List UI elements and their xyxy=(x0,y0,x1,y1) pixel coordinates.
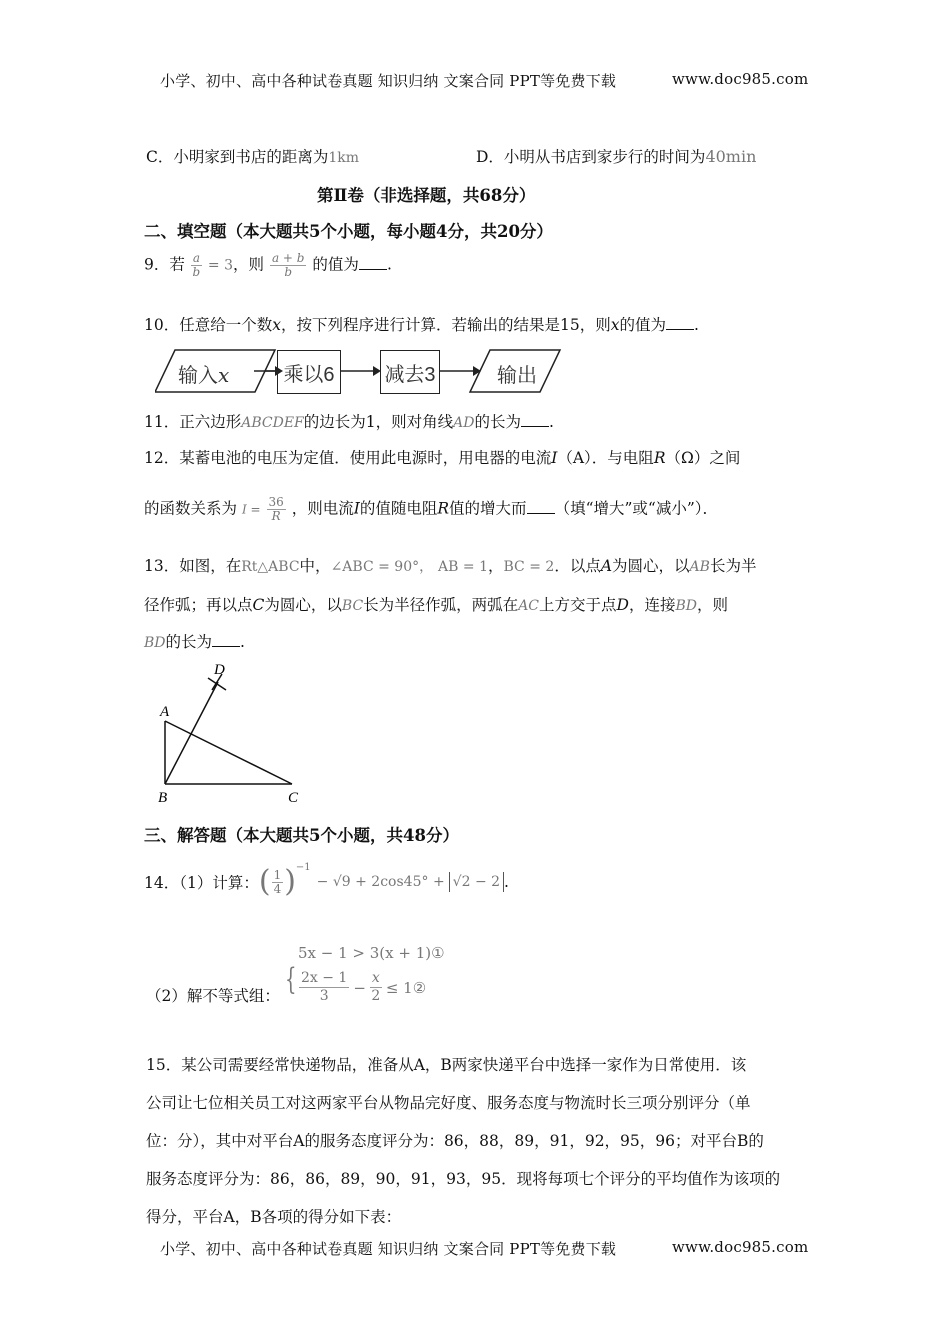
flow-input-label: 输入x xyxy=(178,363,230,387)
flow-multiply-box: 乘以6 xyxy=(277,350,341,394)
answer-blank xyxy=(359,255,387,270)
answer-blank xyxy=(666,315,694,330)
inequality-1: 5x − 1 > 3(x + 1)① xyxy=(298,944,445,962)
question-15-line4: 服务态度评分为：86，86，89，90，91，93，95．现将每项七个评分的平均值作为该项的 xyxy=(146,1170,781,1188)
question-13-line3: BD的长为 . xyxy=(144,633,245,651)
segment-ac xyxy=(165,721,292,784)
label-d: D xyxy=(214,662,225,678)
question-15-line5: 得分，平台A，B各项的得分如下表： xyxy=(146,1208,402,1226)
question-13-line2: 径作弧；再以点C为圆心，以BC长为半径作弧，两弧在AC上方交于点D，连接BD，则 xyxy=(144,596,729,614)
segment-bd xyxy=(165,682,218,784)
part2-title: 第Ⅱ卷（非选择题，共68分） xyxy=(317,186,536,205)
question-15-line1: 15．某公司需要经常快递物品，准备从A，B两家快递平台中选择一家作为日常使用．该 xyxy=(146,1056,747,1074)
geometry-figure xyxy=(150,658,320,808)
answer-blank xyxy=(521,412,549,427)
label-c: C xyxy=(288,790,299,806)
question-15-line3: 位：分），其中对平台A的服务态度评分为：86，88，89，91，92，95，96；对平台B的 xyxy=(146,1132,764,1150)
question-9: 9．若 $\frac{a}{b}$ = 3，则 $\frac{a + b}{b}$ 的值为 . xyxy=(144,251,392,279)
fraction-aplusb-over-b: $\frac{a + b}{b}$ xyxy=(271,251,305,279)
fraction-36-over-r: $\frac{36}{R}$ xyxy=(268,495,284,523)
footer-url[interactable]: www.doc985.com xyxy=(672,1238,809,1256)
fraction-a-over-b: $\frac{a}{b}$ xyxy=(192,251,201,279)
question-14-part1: 14．（1）计算： ( $\frac{1}{4}$ ) −1 − √9 + 2cos45° + √2 − 2 . xyxy=(144,862,509,899)
option-d: D．小明从书店到家步行的时间为40min xyxy=(476,147,757,166)
question-10: 10．任意给一个数x，按下列程序进行计算．若输出的结果是15，则x的值为 . xyxy=(144,316,699,334)
flow-subtract-box: 减去3 xyxy=(380,350,440,394)
header-url[interactable]: www.doc985.com xyxy=(672,70,809,88)
flow-output-label: 输出 xyxy=(497,363,537,387)
answer-blank xyxy=(527,499,555,514)
brace: { xyxy=(285,962,297,997)
inequality-2: $\frac{2x - 1}{3}$ − $\frac{x}{2}$ ≤ 1② xyxy=(301,970,427,1004)
option-c: C．小明家到书店的距离为1km xyxy=(146,148,360,166)
question-14-part2: （2）解不等式组： xyxy=(146,987,280,1005)
fraction-1-over-4: $\frac{1}{4}$ xyxy=(273,867,282,896)
arc-mark-1 xyxy=(208,678,226,690)
header-text: 小学、初中、高中各种试卷真题 知识归纳 文案合同 PPT等免费下载 xyxy=(160,72,617,90)
answer-blank xyxy=(212,632,240,647)
section3-title: 三、解答题（本大题共5个小题，共48分） xyxy=(144,826,459,845)
question-13-line1: 13．如图，在Rt△ABC中，∠ABC = 90°， AB = 1，BC = 2．以点A为圆心，以AB长为半 xyxy=(144,557,757,575)
footer-text: 小学、初中、高中各种试卷真题 知识归纳 文案合同 PPT等免费下载 xyxy=(160,1240,617,1258)
question-15-line2: 公司让七位相关员工对这两家平台从物品完好度、服务态度与物流时长三项分别评分（单 xyxy=(146,1094,751,1112)
question-12-line2: 的函数关系为 I = $\frac{36}{R}$ ，则电流I的值随电阻R值的增大而 （填“增大”或“减小”）． xyxy=(144,495,719,523)
question-11: 11．正六边形ABCDEF的边长为1，则对角线AD的长为 . xyxy=(144,413,554,431)
label-b: B xyxy=(158,790,168,806)
label-a: A xyxy=(160,704,170,720)
section2-title: 二、填空题（本大题共5个小题，每小题4分，共20分） xyxy=(144,222,553,241)
question-12-line1: 12．某蓄电池的电压为定值．使用此电源时，用电器的电流I（A）．与电阻R（Ω）之间 xyxy=(144,449,741,467)
